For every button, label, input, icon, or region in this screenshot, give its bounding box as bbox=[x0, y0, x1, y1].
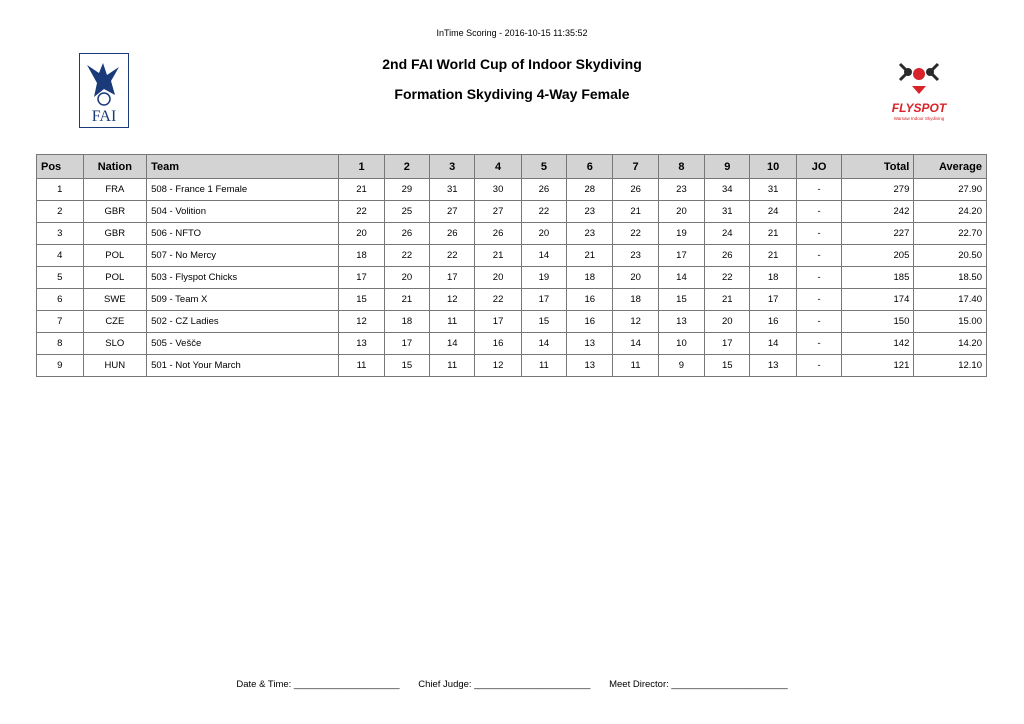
table-cell: 18 bbox=[384, 311, 429, 333]
table-cell: 13 bbox=[339, 333, 384, 355]
table-cell: 279 bbox=[842, 179, 914, 201]
table-cell: GBR bbox=[83, 201, 147, 223]
scoring-timestamp: InTime Scoring - 2016-10-15 11:35:52 bbox=[436, 28, 588, 38]
table-cell: 22 bbox=[521, 201, 566, 223]
fai-logo-text: FAI bbox=[91, 108, 117, 125]
table-cell: SLO bbox=[83, 333, 147, 355]
table-cell: 11 bbox=[430, 311, 475, 333]
table-cell: 14 bbox=[613, 333, 658, 355]
table-cell: FRA bbox=[83, 179, 147, 201]
meet-director-field: Meet Director: ______________________ bbox=[609, 679, 788, 690]
table-cell: 6 bbox=[37, 289, 84, 311]
column-header: Average bbox=[914, 155, 987, 179]
table-cell: 27 bbox=[430, 201, 475, 223]
table-cell: 18 bbox=[750, 267, 796, 289]
table-cell: - bbox=[796, 179, 841, 201]
table-row bbox=[37, 333, 987, 355]
column-header: 7 bbox=[613, 155, 658, 179]
table-cell: GBR bbox=[83, 223, 147, 245]
table-cell: 14 bbox=[521, 245, 566, 267]
table-cell: 501 - Not Your March bbox=[147, 355, 339, 377]
column-header: Total bbox=[842, 155, 914, 179]
table-cell: 14.20 bbox=[914, 333, 987, 355]
column-header: 3 bbox=[430, 155, 475, 179]
table-cell: 13 bbox=[567, 333, 613, 355]
table-cell: 7 bbox=[37, 311, 84, 333]
table-cell: 17 bbox=[339, 267, 384, 289]
table-cell: 12 bbox=[339, 311, 384, 333]
table-cell: 20 bbox=[613, 267, 658, 289]
column-header: 9 bbox=[705, 155, 750, 179]
table-cell: - bbox=[796, 333, 841, 355]
table-cell: 17 bbox=[475, 311, 521, 333]
table-cell: 12 bbox=[613, 311, 658, 333]
table-cell: 227 bbox=[842, 223, 914, 245]
table-cell: 503 - Flyspot Chicks bbox=[147, 267, 339, 289]
table-cell: - bbox=[796, 355, 841, 377]
table-cell: 14 bbox=[521, 333, 566, 355]
table-cell: 18.50 bbox=[914, 267, 987, 289]
table-cell: 21 bbox=[567, 245, 613, 267]
table-cell: 1 bbox=[37, 179, 84, 201]
table-cell: 142 bbox=[842, 333, 914, 355]
table-cell: 502 - CZ Ladies bbox=[147, 311, 339, 333]
table-cell: 11 bbox=[339, 355, 384, 377]
table-cell: 4 bbox=[37, 245, 84, 267]
page-subtitle: Formation Skydiving 4-Way Female bbox=[394, 86, 630, 102]
table-cell: 18 bbox=[613, 289, 658, 311]
table-cell: - bbox=[796, 201, 841, 223]
column-header: 8 bbox=[658, 155, 704, 179]
table-cell: - bbox=[796, 245, 841, 267]
table-cell: 31 bbox=[750, 179, 796, 201]
table-header-row bbox=[37, 155, 987, 179]
table-cell: 15.00 bbox=[914, 311, 987, 333]
table-cell: 27.90 bbox=[914, 179, 987, 201]
table-cell: 22.70 bbox=[914, 223, 987, 245]
table-cell: 2 bbox=[37, 201, 84, 223]
table-cell: 15 bbox=[521, 311, 566, 333]
column-header: Team bbox=[147, 155, 339, 179]
table-row bbox=[37, 201, 987, 223]
table-cell: 11 bbox=[613, 355, 658, 377]
column-header: Nation bbox=[83, 155, 147, 179]
table-cell: 22 bbox=[705, 267, 750, 289]
table-cell: 21 bbox=[705, 289, 750, 311]
table-cell: 17 bbox=[705, 333, 750, 355]
table-cell: 22 bbox=[384, 245, 429, 267]
table-cell: 29 bbox=[384, 179, 429, 201]
column-header: 6 bbox=[567, 155, 613, 179]
results-table bbox=[36, 154, 987, 377]
column-header: 1 bbox=[339, 155, 384, 179]
table-cell: 16 bbox=[475, 333, 521, 355]
table-cell: 17.40 bbox=[914, 289, 987, 311]
table-cell: 505 - Vešče bbox=[147, 333, 339, 355]
table-cell: 17 bbox=[750, 289, 796, 311]
table-cell: 11 bbox=[521, 355, 566, 377]
table-cell: 16 bbox=[567, 289, 613, 311]
table-cell: 12 bbox=[430, 289, 475, 311]
table-cell: 11 bbox=[430, 355, 475, 377]
table-cell: 21 bbox=[750, 223, 796, 245]
table-cell: 24.20 bbox=[914, 201, 987, 223]
table-cell: 22 bbox=[339, 201, 384, 223]
table-cell: 31 bbox=[430, 179, 475, 201]
table-cell: 14 bbox=[430, 333, 475, 355]
table-cell: 34 bbox=[705, 179, 750, 201]
table-cell: 19 bbox=[521, 267, 566, 289]
table-cell: 150 bbox=[842, 311, 914, 333]
table-cell: 28 bbox=[567, 179, 613, 201]
table-cell: 17 bbox=[384, 333, 429, 355]
table-cell: 20 bbox=[705, 311, 750, 333]
table-cell: - bbox=[796, 311, 841, 333]
table-cell: 12 bbox=[475, 355, 521, 377]
table-cell: 26 bbox=[521, 179, 566, 201]
table-cell: 22 bbox=[613, 223, 658, 245]
table-cell: 13 bbox=[658, 311, 704, 333]
table-cell: 23 bbox=[567, 223, 613, 245]
table-cell: 21 bbox=[384, 289, 429, 311]
column-header: 4 bbox=[475, 155, 521, 179]
table-row bbox=[37, 311, 987, 333]
table-cell: 174 bbox=[842, 289, 914, 311]
table-cell: SWE bbox=[83, 289, 147, 311]
table-cell: 9 bbox=[37, 355, 84, 377]
table-cell: 26 bbox=[613, 179, 658, 201]
table-cell: 31 bbox=[705, 201, 750, 223]
table-cell: 16 bbox=[750, 311, 796, 333]
table-cell: 3 bbox=[37, 223, 84, 245]
table-cell: 21 bbox=[475, 245, 521, 267]
table-cell: 22 bbox=[475, 289, 521, 311]
table-cell: 14 bbox=[750, 333, 796, 355]
table-cell: 30 bbox=[475, 179, 521, 201]
table-cell: 26 bbox=[705, 245, 750, 267]
table-cell: 20 bbox=[384, 267, 429, 289]
table-cell: 507 - No Mercy bbox=[147, 245, 339, 267]
table-cell: 17 bbox=[430, 267, 475, 289]
table-cell: 26 bbox=[384, 223, 429, 245]
table-cell: 20 bbox=[658, 201, 704, 223]
table-cell: - bbox=[796, 223, 841, 245]
column-header: 5 bbox=[521, 155, 566, 179]
flyspot-logo-text: FLYSPOT bbox=[891, 101, 947, 115]
table-cell: 121 bbox=[842, 355, 914, 377]
table-cell: 24 bbox=[750, 201, 796, 223]
table-row bbox=[37, 267, 987, 289]
table-cell: 17 bbox=[521, 289, 566, 311]
table-cell: 185 bbox=[842, 267, 914, 289]
table-cell: 26 bbox=[430, 223, 475, 245]
table-cell: 205 bbox=[842, 245, 914, 267]
table-cell: - bbox=[796, 267, 841, 289]
table-cell: 17 bbox=[658, 245, 704, 267]
table-cell: 18 bbox=[567, 267, 613, 289]
table-row bbox=[37, 289, 987, 311]
table-cell: 20 bbox=[475, 267, 521, 289]
table-cell: 23 bbox=[658, 179, 704, 201]
column-header: Pos bbox=[37, 155, 84, 179]
table-cell: 20.50 bbox=[914, 245, 987, 267]
chief-judge-field: Chief Judge: ______________________ bbox=[418, 679, 591, 690]
table-cell: 18 bbox=[339, 245, 384, 267]
table-cell: POL bbox=[83, 267, 147, 289]
table-cell: 15 bbox=[384, 355, 429, 377]
table-cell: CZE bbox=[83, 311, 147, 333]
column-header: 2 bbox=[384, 155, 429, 179]
table-cell: 15 bbox=[658, 289, 704, 311]
table-cell: 19 bbox=[658, 223, 704, 245]
table-cell: 27 bbox=[475, 201, 521, 223]
flyspot-logo bbox=[878, 56, 960, 122]
table-cell: POL bbox=[83, 245, 147, 267]
table-row bbox=[37, 355, 987, 377]
table-cell: 24 bbox=[705, 223, 750, 245]
table-cell: 23 bbox=[613, 245, 658, 267]
table-cell: 8 bbox=[37, 333, 84, 355]
table-cell: HUN bbox=[83, 355, 147, 377]
table-cell: 25 bbox=[384, 201, 429, 223]
page-title: 2nd FAI World Cup of Indoor Skydiving bbox=[382, 56, 642, 72]
table-cell: 20 bbox=[339, 223, 384, 245]
table-cell: 15 bbox=[705, 355, 750, 377]
table-cell: 508 - France 1 Female bbox=[147, 179, 339, 201]
table-cell: 16 bbox=[567, 311, 613, 333]
table-cell: 506 - NFTO bbox=[147, 223, 339, 245]
fai-logo bbox=[79, 53, 129, 128]
table-cell: 5 bbox=[37, 267, 84, 289]
table-row bbox=[37, 223, 987, 245]
table-cell: 22 bbox=[430, 245, 475, 267]
table-cell: 21 bbox=[750, 245, 796, 267]
column-header: JO bbox=[796, 155, 841, 179]
table-cell: 26 bbox=[475, 223, 521, 245]
table-cell: 509 - Team X bbox=[147, 289, 339, 311]
table-cell: 20 bbox=[521, 223, 566, 245]
table-cell: - bbox=[796, 289, 841, 311]
table-cell: 504 - Volition bbox=[147, 201, 339, 223]
table-cell: 13 bbox=[750, 355, 796, 377]
column-header: 10 bbox=[750, 155, 796, 179]
date-time-field: Date & Time: ____________________ bbox=[236, 679, 400, 690]
table-cell: 15 bbox=[339, 289, 384, 311]
table-cell: 9 bbox=[658, 355, 704, 377]
table-cell: 242 bbox=[842, 201, 914, 223]
table-row bbox=[37, 245, 987, 267]
table-row bbox=[37, 179, 987, 201]
table-cell: 13 bbox=[567, 355, 613, 377]
table-cell: 21 bbox=[613, 201, 658, 223]
table-cell: 14 bbox=[658, 267, 704, 289]
table-cell: 23 bbox=[567, 201, 613, 223]
signature-footer bbox=[0, 679, 1024, 690]
table-cell: 10 bbox=[658, 333, 704, 355]
table-cell: 21 bbox=[339, 179, 384, 201]
flyspot-tagline: Warsaw Indoor Skydiving bbox=[893, 116, 945, 121]
table-cell: 12.10 bbox=[914, 355, 987, 377]
